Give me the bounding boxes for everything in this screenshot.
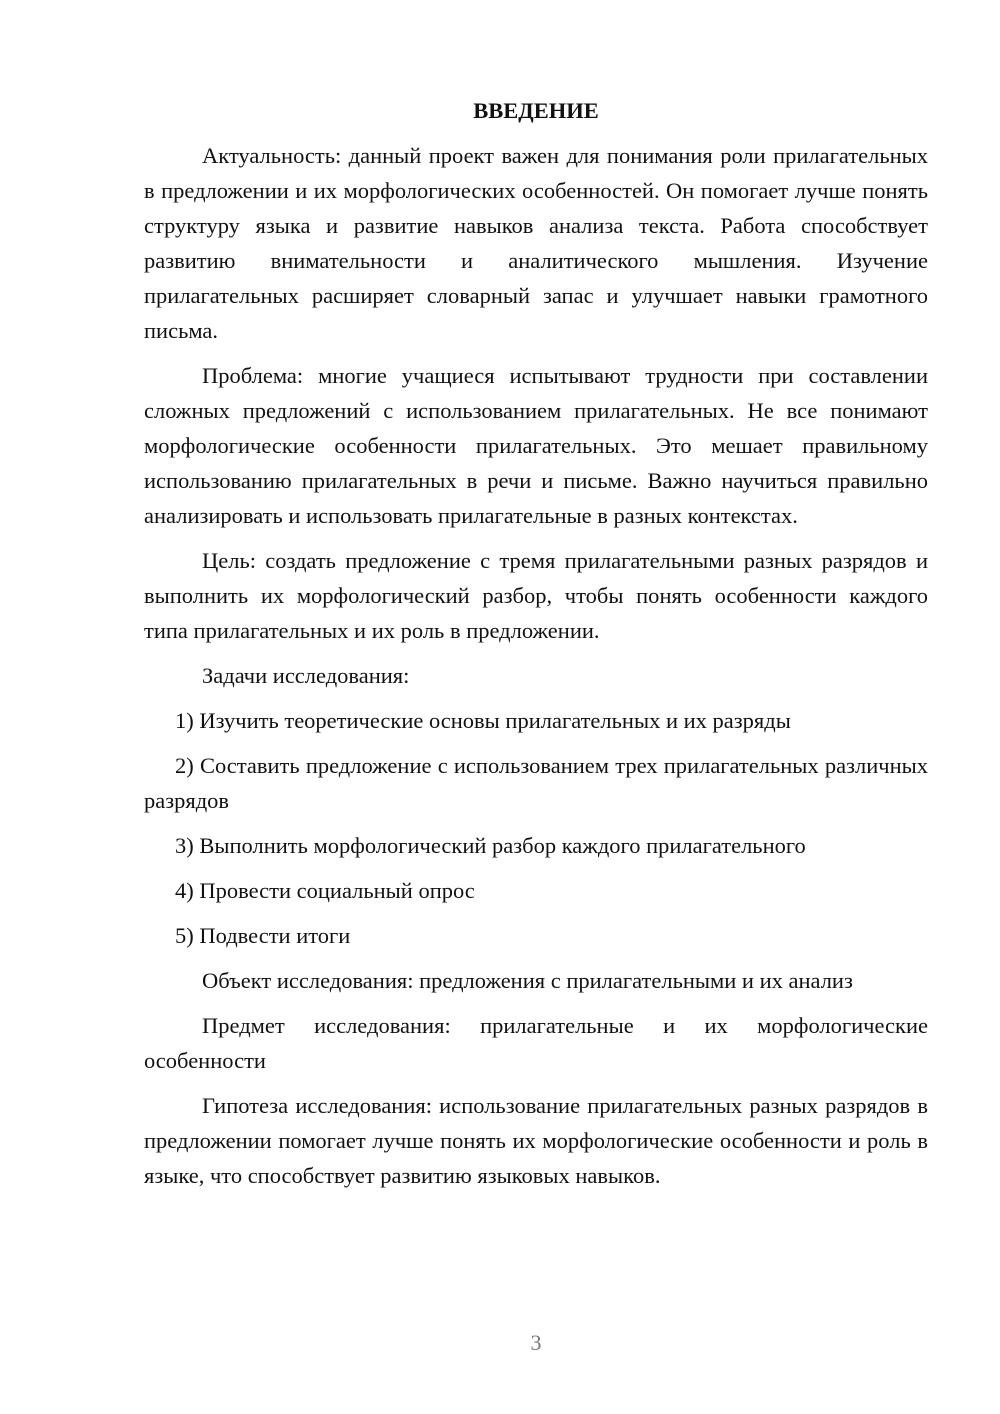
page-number: 3: [530, 1330, 542, 1355]
hypothesis-paragraph: Гипотеза исследования: использование прилагательных разных разрядов в предложении помогает лучше понять их морфологические особенности и роль в языке, что способствует развитию языковых навыков.: [144, 1093, 928, 1188]
goal-paragraph: Цель: создать предложение с тремя прилагательными разных разрядов и выполнить их морфологический разбор, чтобы понять особенности каждого типа прилагательных и их роль в предложении.: [144, 548, 928, 643]
task-item-3: 3) Выполнить морфологический разбор каждого прилагательного: [175, 833, 806, 858]
object-paragraph: Объект исследования: предложения с прилагательными и их анализ: [202, 968, 853, 993]
task-item-2: 2) Составить предложение с использованием трех прилагательных различных разрядов: [144, 753, 928, 813]
tasks-heading: Задачи исследования:: [202, 663, 410, 688]
task-item-5: 5) Подвести итоги: [175, 923, 351, 948]
relevance-paragraph: Актуальность: данный проект важен для понимания роли прилагательных в предложении и их морфологических особенностей. Он помогает лучше понять структуру языка и развитие навыков анализа текста. Работа способствует развитию внимательности и аналитического мышления. Изучение прилагательных расширяет словарный запас и улучшает навыки грамотного письма.: [144, 143, 928, 343]
page-title: ВВЕДЕНИЕ: [473, 98, 599, 123]
page-content: [144, 93, 928, 1203]
problem-paragraph: Проблема: многие учащиеся испытывают трудности при составлении сложных предложений с использованием прилагательных. Не все понимают морфологические особенности прилагательных. Это мешает правильному использованию прилагательных в речи и письме. Важно научиться правильно анализировать и использовать прилагательные в разных контекстах.: [144, 363, 928, 528]
task-item-1: 1) Изучить теоретические основы прилагательных и их разряды: [175, 708, 791, 733]
task-item-4: 4) Провести социальный опрос: [175, 878, 475, 903]
subject-paragraph: Предмет исследования: прилагательные и их морфологические особенности: [144, 1013, 928, 1073]
